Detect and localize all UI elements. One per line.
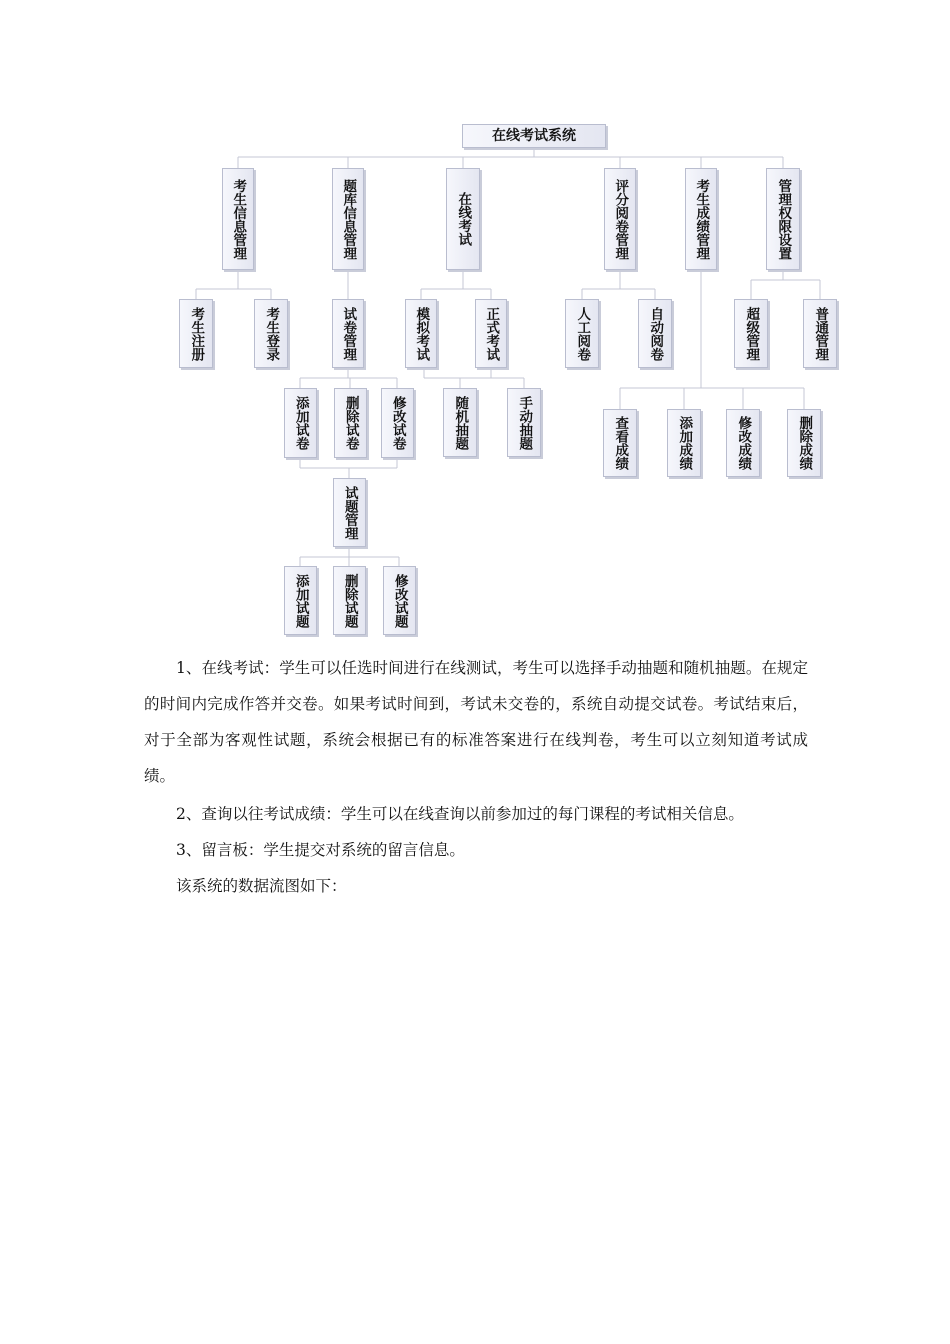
node-mock-exam: 模拟考试 (405, 299, 437, 368)
node-permissions: 管理权限设置 (766, 168, 800, 270)
node-manual-grading: 人工阅卷 (565, 299, 599, 368)
node-student-login: 考生登录 (254, 299, 288, 368)
node-question-mgmt: 试题管理 (333, 478, 366, 547)
node-view-score: 查看成绩 (603, 409, 637, 477)
node-edit-score: 修改成绩 (726, 409, 760, 477)
paragraph-dfd-intro: 该系统的数据流图如下： (176, 877, 347, 895)
node-student-info: 考生信息管理 (222, 168, 254, 270)
node-grading: 评分阅卷管理 (604, 168, 636, 270)
chart-root-node: 在线考试系统 (462, 124, 606, 148)
paragraph-online-exam: 1、在线考试：学生可以任选时间进行在线测试，考生可以选择手动抽题和随机抽题。在规定的时间内完成作答并交卷。如果考试时间到，考试未交卷的，系统自动提交试卷。考试结束后，对于全部为客观性试题，系统会根据已有的标准答案进行在线判卷，考生可以立刻知道考试成绩。 (144, 659, 808, 785)
node-random-pick: 随机抽题 (443, 388, 477, 457)
node-manual-pick: 手动抽题 (507, 388, 541, 457)
node-edit-paper: 修改试卷 (381, 388, 414, 458)
node-add-paper: 添加试卷 (284, 388, 317, 458)
node-auto-grading: 自动阅卷 (638, 299, 672, 368)
node-student-register: 考生注册 (179, 299, 213, 368)
node-add-score: 添加成绩 (667, 409, 701, 477)
node-delete-paper: 删除试卷 (334, 388, 367, 458)
paragraph-score-query: 2、查询以往考试成绩：学生可以在线查询以前参加过的每门课程的考试相关信息。 (176, 805, 744, 823)
node-delete-question: 删除试题 (333, 566, 366, 635)
node-delete-score: 删除成绩 (787, 409, 821, 477)
node-scores: 考生成绩管理 (685, 168, 717, 270)
node-edit-question: 修改试题 (383, 566, 416, 635)
node-formal-exam: 正式考试 (475, 299, 507, 368)
node-paper-mgmt: 试卷管理 (332, 299, 364, 368)
node-add-question: 添加试题 (284, 566, 317, 635)
node-question-bank: 题库信息管理 (332, 168, 364, 270)
node-super-admin: 超级管理 (734, 299, 768, 368)
node-online-exam: 在线考试 (446, 168, 480, 270)
paragraph-message-board: 3、留言板：学生提交对系统的留言信息。 (176, 841, 465, 859)
node-normal-admin: 普通管理 (803, 299, 837, 368)
